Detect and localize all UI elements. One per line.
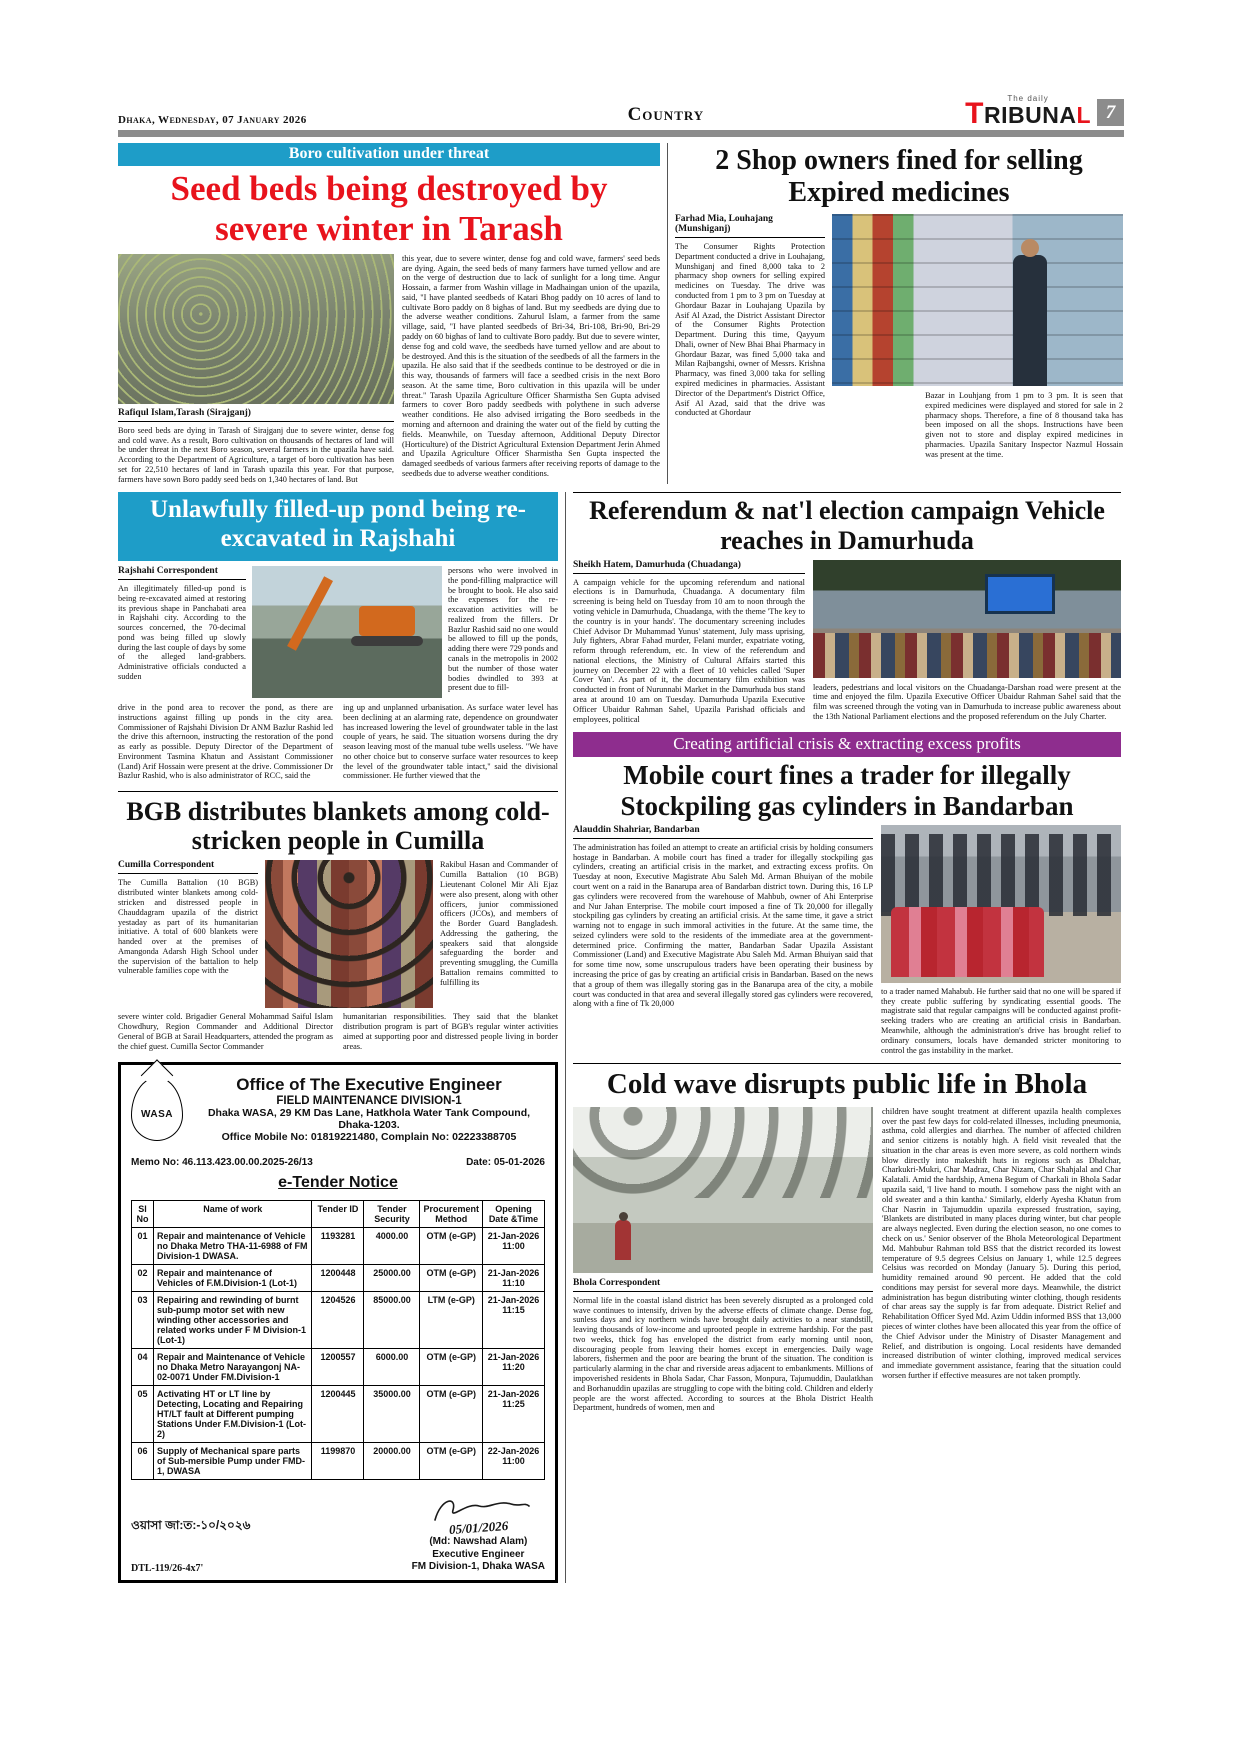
gas-cylinders-photo (881, 825, 1121, 983)
bgb-byline: Cumilla Correspondent (118, 860, 258, 874)
gas-headline: Mobile court fines a trader for illegally Stockpiling gas cylinders in Bandarban (620, 760, 1074, 821)
tender-date: Date: 05-01-2026 (466, 1156, 545, 1168)
referendum-text-right: leaders, pedestrians and local visitors on the Chuadanga-Darshan road were present at the time and enjoyed the film. Upazila Executive Officer Ubaidur Rahman Sahel said that the film was screened through the voting van in Damurhuda to increase public awareness about the 13th National Parliament elections and the proposed referendum on the July Charter. (813, 682, 1121, 722)
tender-notice (118, 1062, 558, 1583)
signatory-org: FM Division-1, Dhaka WASA (411, 1561, 545, 1573)
wasa-logo (131, 1077, 183, 1141)
section-title: Country (627, 104, 705, 126)
projection-screen (985, 574, 1055, 614)
tender-row: 04 Repair and Maintenance of Vehicle no Dhaka Metro Narayangonj NA-02-0071 Under FM.Division-1 1200557 6000.00 OTM (e-GP) 21-Jan-2026 11:20 (132, 1348, 545, 1385)
article-referendum (573, 492, 1121, 724)
col-sl: Sl No (132, 1200, 154, 1227)
referendum-text-left: A campaign vehicle for the upcoming referendum and national elections is in Damurhuda, Chuadanga. A documentary film screening is being held on Tuesday from 10 am to noon through the voting vehicle in Damurhuda, Chuadanga, with the theme 'The key to the country is in your hands'. The documentary screening includes Chief Advisor Dr Muhammad Yunus' statement, July mass uprising, July fighters, Abrar Fahad murder, Felani murder, expatriate voting, reform through referendum, etc. In view of the referendum and national elections, the Ministry of Cultural Affairs started this journey on December 22 with a fleet of 10 vehicles called 'Super Cover Van'. As part of it, the documentary film exhibition was conducted in front of Nurunnabi Market in the Damurhuda bus stand area at around 10 am on Tuesday. Damurhuda Upazila Executive Officer Ubaidur Rahman Sahel, Upazila Parishad officials and employees, political (573, 577, 805, 724)
gas-byline: Alauddin Shahriar, Bandarban (573, 825, 873, 839)
signature-date: 05/01/2026 (448, 1517, 509, 1537)
pond-byline: Rajshahi Correspondent (118, 566, 246, 580)
col-method: Procurement Method (420, 1200, 483, 1227)
seized-cylinders (891, 907, 1045, 977)
date-line: Dhaka, Wednesday, 07 January 2026 (118, 114, 307, 127)
pond-headline: Unlawfully filled-up pond being re-excavated in Rajshahi (118, 492, 558, 561)
article-coldwave (573, 1063, 1121, 1413)
seedbeds-kicker: Boro cultivation under threat (118, 143, 660, 166)
pond-excavation-photo (252, 566, 442, 698)
tender-header-row (132, 1200, 545, 1227)
foggy-village-photo (573, 1107, 873, 1273)
gas-text-right: to a trader named Mahabub. He further said that no one will be spared if they create public suffering by syndicating essential goods. The magistrate said that regular campaigns will be conducted against profit-seeking traders who are creating an artificial crisis in Bandarban. Meanwhile, although the administration's drive has brought relief to ordinary consumers, locals have demanded stricter monitoring to control the gas instability in the market. (881, 986, 1121, 1055)
pond-text-bottom-right: ing up and unplanned urbanisation. As surface water level has been declining at an alarming rate, dependence on groundwater has increased lowering the level of groundwater table in the last couple of years, he said. The situation worsens during the dry season leaving most of the manual tube wells useless. "We have no other choice but to conserve surface water resources to keep the level of the groundwater table intact," said the divisional commissioner. He further viewed that the (343, 702, 558, 781)
excavator-arm (287, 576, 333, 651)
masthead (965, 94, 1124, 131)
col-security: Tender Security (364, 1200, 420, 1227)
masthead-wordmark: TRIBUNAL (965, 97, 1091, 131)
header-rule (118, 130, 1124, 137)
top-articles-row (118, 143, 1124, 484)
coldwave-byline: Bhola Correspondent (573, 1278, 873, 1292)
right-column (573, 492, 1121, 1582)
gas-text-left: The administration has foiled an attempt to create an artificial crisis by holding consumers hostage in Bandarban. A mobile court has fined a trader for illegally stockpiling gas cylinders, creating an artificial crisis in the market, and extracting excess profits. On Tuesday at noon, Executive Magistrate Abu Saleh Md. Arman Bhuiyan of the mobile court went on a raid in the Banarupa area of Bandarban district town. During this, 16 LP gas cylinders were recovered from the warehouse of Mahbub, owner of Ahi Enterprise and Nur Jahan Enterprise. The mobile court imposed a fine of Tk 20,000 for illegally stockpiling gas cylinders by creating an artificial crisis. At the same time, it gave a strict warning not to engage in such immoral activities in the future. At the same time, the seized cylinders were sold to the residents of the immediate area at the government-determined price. Confirming the matter, Bandarban Sadar Upazila Assistant Commissioner (Land) and Executive Magistrate Abu Saleh Md. Arman Bhuiyan said that for some time now, some unscrupulous traders have been operating their business by increasing the price of gas by creating an artificial crisis in Bandarban. Based on the news that a group of them was illegally storing gas in the Banarupa area of the city, a mobile court was conducted in that area and several illegally stored gas cylinders were recovered, along with a fine of Tk 20,000 (573, 842, 873, 1009)
medicines-text-right: Bazar in Louhjang from 1 pm to 3 pm. It is seen that expired medicines were displayed and stored for sale in 2 pharmacy shops. Therefore, a fine of 8 thousand taka has been imposed on all the shops. Instructions have been given not to store and display expired medicines in pharmacies. Upazila Sanitary Inspector Nazmul Hossain was present at the time. (925, 391, 1123, 459)
pond-text-right: persons who were involved in the pond-filling malpractice will be brought to book. He also said the expenses for the re-excavation activities will be realized from the fillers. Dr Bazlur Rashid said no one would be allowed to fill up the ponds, adding there were 729 ponds and canals in the metropolis in 2002 but the number of those water bodies dwindled to 393 at present due to fill- (448, 565, 558, 693)
article-pond (118, 492, 558, 781)
crowd (813, 633, 1121, 678)
page-header (118, 96, 1124, 130)
article-seedbeds (118, 143, 660, 484)
col-work: Name of work (154, 1200, 312, 1227)
tender-bengali-ref: ওয়াসা জা:ত:-১০/২০২৬ (131, 1517, 251, 1532)
pond-text-left: An illegitimately filled-up pond is being re-excavated aimed at restoring its previous shape in Panchabati area in Rajshahi city. According to the sources concerned, the 70-decimal pond was being filled up slowly during the last couple of days by some of the alleged land-grabbers. Administrative officials conducted a sudden (118, 583, 246, 681)
article-gas (573, 732, 1121, 1055)
tender-address: Dhaka WASA, 29 KM Das Lane, Hatkhola Water Tank Compound, Dhaka-1203. (207, 1106, 531, 1131)
masthead-tagline: The daily (1007, 94, 1049, 103)
left-column (118, 492, 558, 1582)
coldwave-text-left: Normal life in the coastal island district has been severely disrupted as a prolonged cold wave continues to intensify, driven by the adverse effects of climate change. Dense fog, sunless days and icy northern winds have brought daily activities to a near standstill, leaving thousands of low-income and uprooted people in extreme hardship. For the past two weeks, thick fog has enveloped the district from early morning until noon, discouraging people from leaving their homes except in emergencies. Daily wage laborers, fishermen and the poor are bearing the brunt of the situation. The condition is particularly alarming in the char and riverside areas adjacent to embankments. Millions of impoverished residents in Bhola Sadar, Char Fasson, Monpura, Tajumuddin, Daulatkhan and Borhanuddin upazilas are struggling to cope with the biting cold. Children and elderly people are the worst affected. According to sources at the Bhola District Health Department, hundreds of women, men and (573, 1295, 874, 1413)
seedbeds-text-left: Boro seed beds are dying in Tarash of Sirajganj due to severe winter, dense fog and cold wave. As a result, Boro cultivation on thousands of hectares of land will be under threat in the next Boro season, several farmers in the upazila have said. According to the Department of Agriculture, a target of boro cultivation has been set for 22,510 hectares of land in Tarash upazila this year. For that purpose, farmers have sown Boro paddy seed beds on 1,340 hectares of land. But (118, 425, 394, 484)
medicines-text-left: The Consumer Rights Protection Department conducted a drive in Louhajang, Munshiganj and fined 8,000 taka to 2 pharmacy shop owners for selling expired medicines on Tuesday. The drive was conducted from 1 pm to 3 pm on Tuesday at Ghordaur Bazar in Louhajang Upazila by Asif Al Azad, the District Assistant Director of the Consumer Rights Protection Department. During this time, Qayyum Dhali, owner of New Bhai Bhai Pharmacy in Ghordaur Bazar, was fined 5,000 taka and Milan Rajbangshi, owner of Messrs. Krishna Pharmacy, was fined 3,000 taka for selling expired medicines in pharmacies. Assistant Director of the Department's District Office, Asif Al Azad, said that the drive was conducted at Ghordaur (675, 242, 825, 418)
signatory-name: (Md: Nawshad Alam) (429, 1536, 528, 1548)
tender-row: 06 Supply of Mechanical spare parts of Sub-mersible Pump under FMD-1, DWASA 1199870 20000.00 OTM (e-GP) 22-Jan-2026 11:00 (132, 1442, 545, 1479)
referendum-byline: Sheikh Hatem, Damurhuda (Chuadanga) (573, 560, 805, 574)
signature-block (412, 1494, 545, 1574)
wasa-logo-text: WASA (141, 1108, 173, 1120)
gas-kicker: Creating artificial crisis & extracting excess profits (573, 732, 1121, 757)
column-divider (667, 143, 668, 484)
official-figure (1013, 255, 1047, 386)
article-bgb (118, 791, 558, 1051)
tender-code: DTL-119/26-4x7' (131, 1562, 204, 1574)
medicines-headline: 2 Shop owners fined for selling Expired medicines (715, 145, 1083, 208)
tender-memo-no: Memo No: 46.113.423.00.00.2025-26/13 (131, 1156, 313, 1168)
campaign-vehicle-photo (813, 560, 1121, 678)
bgb-text-bottom-right: humanitarian responsibilities. They said that the blanket distribution program is part of BGB's regular winter activities aimed at supporting poor and distressed people living in border areas. (343, 1012, 558, 1051)
bgb-text-right: Rakibul Hasan and Commander of Cumilla Battalion (10 BGB) Lieutenant Colonel Mir Ali Ejaz were also present, along with other officers, junior commissioned officers (JCOs), and members of the Border Guard Bangladesh. Addressing the gathering, the speakers said that alongside safeguarding the border and preventing smuggling, the Cumilla Battalion remains committed to fulfilling its (440, 860, 558, 987)
tree-silhouettes (573, 1107, 873, 1198)
tender-title: e-Tender Notice (278, 1173, 398, 1191)
woman-in-shawl (615, 1220, 631, 1260)
column-divider (565, 492, 566, 1582)
tender-row: 03 Repairing and rewinding of burnt sub-pump motor set with new winding other accessories and related works under F M Division-1 (Lot-1) 1204526 85000.00 LTM (e-GP) 21-Jan-2026 11:15 (132, 1291, 545, 1348)
excavator (359, 606, 415, 636)
bgb-headline: BGB distributes blankets among cold-stricken people in Cumilla (126, 797, 550, 856)
tribunal-logo (965, 94, 1091, 131)
page-number: 7 (1097, 99, 1124, 126)
newspaper-page (118, 96, 1124, 1583)
col-id: Tender ID (312, 1200, 364, 1227)
tender-row: 01 Repair and maintenance of Vehicle no Dhaka Metro THA-11-6988 of FM Division-1 DWASA. 1193281 4000.00 OTM (e-GP) 21-Jan-2026 11:00 (132, 1227, 545, 1264)
col-opening: Opening Date &Time (483, 1200, 545, 1227)
seedbeds-text-right: this year, due to severe winter, dense fog and cold wave, farmers' seed beds are dying. Again, the seed beds of many farmers have turned yellow and are on the verge of destruction due to lack of sunlight for a long time. Angur Hossain, a farmer from Washin village in Madhaingan union of the upazila, said, "I have planted seedbeds of Katari Bhog paddy on 10 acres of land to cultivate Boro paddy on 8 bighas of land. But my seedbeds are dying due to the adverse weather conditions. Zahurul Islam, a farmer from the same village, said, "I have planted seedbeds of Bri-34, Bri-108, Bri-90, Bri-29 paddy on 60 bighas of land to cultivate Boro paddy. But due to severe winter, dense fog and cold wave, the seedbeds have turned yellow and are about to be destroyed. And this is the situation of the seedbeds of all the farmers in the upazila. He also said that if the seedbeds continue to be destroyed or die in this way, thousands of farmers will face a seedbed crisis in the next Boro season. At the same time, Boro cultivation in this upazila will be under threat." Tarash Upazila Agriculture Officer Sharmistha Sen Gupta advised farmers to cover Boro paddy seedbeds with polythene in such adverse weather conditions. He also advised irrigating the Boro seedbeds in the morning and afternoon and draining the water out of the field by cutting the fields. Meanwhile, on Tuesday afternoon, Additional Deputy Director (Horticulture) of the District Agricultural Extension Department Jerin Ahmed and Upazila Agriculture Officer Sharmistha Sen Gupta inspected the damaged seedbeds of various farmers after receiving reports of damage to the seedbeds due to adverse weather conditions. (402, 253, 660, 478)
coldwave-text-right: children have sought treatment at different upazila health complexes over the past few days for cold-related illnesses, including pneumonia, asthma, cold allergies and diarrhea. The number of affected children and senior citizens is notably high. A field visit revealed that the situation in the char areas is even more severe, as cold northern winds blow directly into makeshift huts in regions such as Dhalchar, Charkukri-Mukri, Char Madraz, Char Nizam, Char Shahjalal and Char Kalatali. Amid the hardship, Amena Begum of Charkali in Bhola Sadar upazila said, 'I live hand to mouth. I somehow pass the night with an old sweater and a thin kantha.' Similarly, elderly Ayesha Khatun from Char Nasrin in Tajumuddin upazila expressed frustration, saying, 'Blankets are distributed in many places during winter, but char people are always neglected. Even during the election season, no one comes to check on us.' Senior observer of the Bhola Meteorological Department Md. Mahbubur Rahman told BSS that the district recorded its lowest temperature of 9.5 degrees Celsius on January 1, while 12.5 degrees Celsius was recorded on Monday (January 5). During this period, humidity remained around 90 percent. He added that the cold conditions may persist for several more days. Meanwhile, the district administration has begun distributing winter clothing, though residents of char areas say the supply is far from adequate. District Relief and Rehabilitation Officer Syed Md. Azim Uddin informed BSS that 13,000 pieces of winter clothes have been allocated this year from the office of the Chief Advisor under the Ministry of Disaster Management and Relief, and distribution is ongoing. Local residents have demanded increased distribution of winter clothing, improved medical services and immediate government assistance, fearing that the situation could worsen further if effective measures are not taken promptly. (882, 1106, 1121, 1380)
medicines-byline: Farhad Mia, Louhajang (Munshiganj) (675, 214, 825, 238)
referendum-headline: Referendum & nat'l election campaign Vehicle reaches in Damurhuda (589, 496, 1105, 555)
seedbeds-byline: Rafiqul Islam,Tarash (Sirajganj) (118, 404, 394, 422)
tender-org: Office of The Executive Engineer (236, 1074, 502, 1094)
bgb-text-bottom-left: severe winter cold. Brigadier General Mohammad Saiful Islam Chowdhury, Region Commander and Additional Director General of BGB at Sarail Headquarters, attended the program as the chief guest. Cumilla Sector Commander (118, 1012, 333, 1051)
blanket-distribution-photo (265, 860, 433, 1008)
signatory-title: Executive Engineer (432, 1548, 525, 1560)
tender-division: FIELD MAINTENANCE DIVISION-1 (276, 1094, 462, 1107)
seedbed-field-photo (118, 254, 394, 404)
seedbeds-headline: Seed beds being destroyed by severe winter in Tarash (170, 169, 608, 248)
bystanders (881, 834, 1121, 916)
tender-contact: Office Mobile No: 01819221480, Complain No: 02223388705 (221, 1130, 517, 1143)
tender-table (131, 1200, 545, 1480)
tender-row: 02 Repair and maintenance of Vehicles of F.M.Division-1 (Lot-1) 1200448 25000.00 OTM (e-GP) 21-Jan-2026 11:10 (132, 1264, 545, 1291)
lower-articles-row (118, 492, 1124, 1582)
bgb-text-left: The Cumilla Battalion (10 BGB) distributed winter blankets among cold-stricken and distressed people in Chauddagram upazila of the district yestaday as part of its humanitarian initiative. A total of 600 blankets were handed over at the premises of Amangonda Adarsh High School under the supervision of the battalion to help vulnerable families cope with the (118, 878, 258, 976)
coldwave-headline: Cold wave disrupts public life in Bhola (606, 1068, 1088, 1101)
pond-text-bottom-left: drive in the pond area to recover the pond, as there are instructions against filling up ponds in the city area. Commissioner of Rajshahi Division Dr ANM Bazlur Rashid led the drive this afternoon, instructing the restoration of the pond as early as possible. Deputy Director of the Department of Environment Tasmina Khatun and Assistant Commissioner (Land) Arif Hossain were present at the drive. Commissioner Dr Bazlur Rashid, who is also administrator of RCC, said the (118, 702, 333, 781)
article-medicines (675, 143, 1123, 484)
tender-row: 05 Activating HT or LT line by Detecting, Locating and Repairing HT/LT fault at Different pumping Stations Under F.M.Division-1 (Lot-2) 1200445 35000.00 OTM (e-GP) 21-Jan-2026 11:25 (132, 1385, 545, 1442)
pharmacy-drive-photo (832, 214, 1123, 386)
